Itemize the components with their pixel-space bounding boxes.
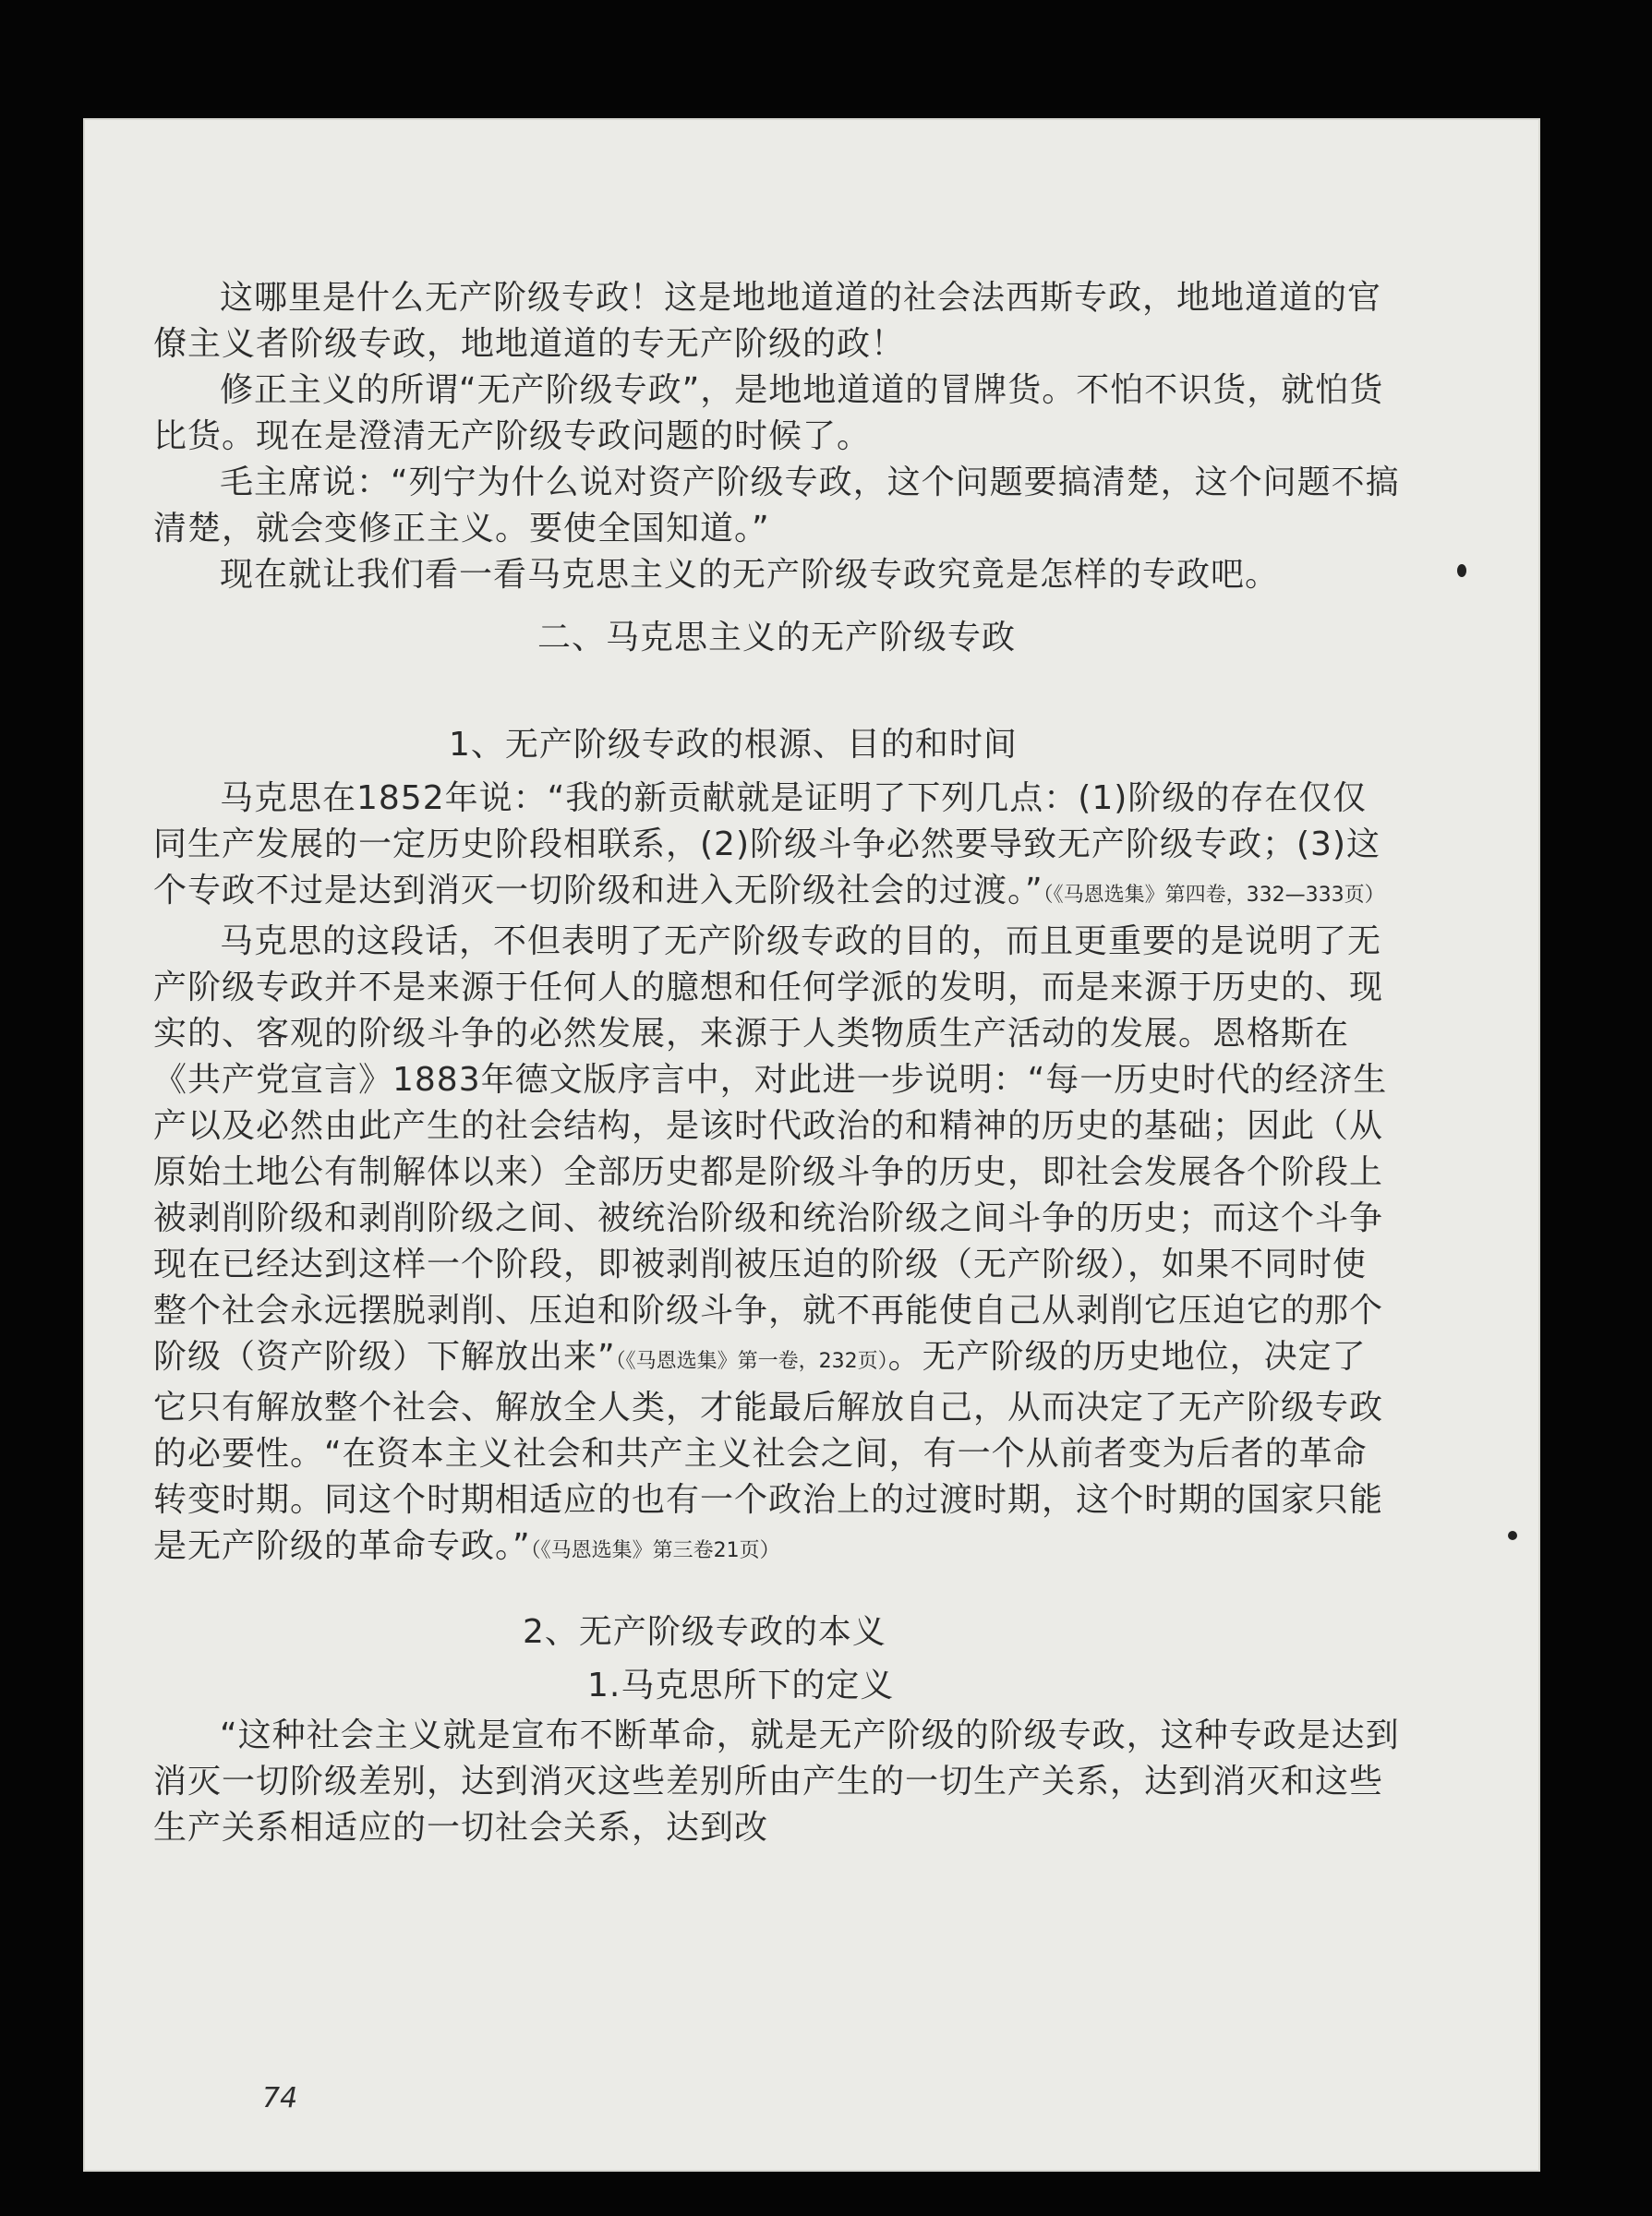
page-number: 74	[262, 2082, 298, 2114]
citation-2: （《马恩选集》第一卷，232页）	[615, 1350, 888, 1373]
paragraph-7: “这种社会主义就是宣布不断革命，就是无产阶级的阶级专政，这种专政是达到消灭一切阶级差别，达到消灭这些差别所由产生的一切生产关系，达到消灭和这些生产关系相适应的一切社会关系，达到改	[153, 1716, 1400, 1847]
spacer	[153, 678, 1400, 722]
spacer	[153, 1574, 1400, 1609]
subsection-2-title: 2、无产阶级专政的本义	[523, 1613, 886, 1651]
corner-mark	[1569, 0, 1652, 13]
ink-speck	[1457, 564, 1466, 577]
section-2-title: 二、马克思主义的无产阶级专政	[537, 619, 1016, 656]
paragraph-4: 现在就让我们看一看马克思主义的无产阶级专政究竟是怎样的专政吧。	[220, 556, 1280, 594]
paragraph-2: 修正主义的所谓“无产阶级专政”，是地地道道的冒牌货。不怕不识货，就怕货比货。现在是澄清无产阶级专政问题的时候了。	[153, 371, 1384, 455]
subsection-2-1-title: 1.马克思所下的定义	[587, 1667, 895, 1704]
paragraph-1: 这哪里是什么无产阶级专政！这是地地道道的社会法西斯专政，地地道道的官僚主义者阶级专政，地地道道的专无产阶级的政！	[153, 279, 1382, 363]
paragraph-6-text-a: 马克思的这段话，不但表明了无产阶级专政的目的，而且更重要的是说明了无产阶级专政并不是来源于任何人的臆想和任何学派的发明，而是来源于历史的、现实的、客观的阶级斗争的必然发展，来源于人类物质生产活动的发展。恩格斯在《共产党宣言》1883年德文版序言中，对此进一步说明：“每一历史时代的经济生产以及必然由此产生的社会结构，是该时代政治的和精神的历史的基础；因此（从原始土地公有制解体以来）全部历史都是阶级斗争的历史，即社会发展各个阶段上被剥削阶级和剥削阶级之间、被统治阶级和统治阶级之间斗争的历史；而这个斗争现在已经达到这样一个阶段，即被剥削被压迫的阶级（无产阶级），如果不同时使整个社会永远摆脱剥削、压迫和阶级斗争，就不再能使自己从剥削它压迫它的那个阶级（资产阶级）下解放出来”	[153, 922, 1388, 1376]
paper-sheet	[83, 118, 1540, 2172]
paragraph-5	[153, 776, 1400, 919]
subsection-1-title: 1、无产阶级专政的根源、目的和时间	[449, 726, 1018, 764]
citation-3: （《马恩选集》第三卷21页）	[530, 1539, 780, 1562]
citation-1: （《马恩选集》第四卷，332—333页）	[1043, 884, 1385, 907]
document-body	[153, 275, 1400, 1851]
ink-speck	[1508, 1531, 1517, 1540]
paragraph-6-text-b: 。无产阶级的历史地位，决定了它只有解放整个社会、解放全人类，才能最后解放自己，从而决定了无产阶级专政的必要性。“在资本主义社会和共产主义社会之间，有一个从前者变为后者的革命转变时期。同这个时期相适应的也有一个政治上的过渡时期，这个时期的国家只能是无产阶级的革命专政。”	[153, 1338, 1384, 1565]
paragraph-6	[153, 919, 1400, 1574]
paragraph-3: 毛主席说：“列宁为什么说对资产阶级专政，这个问题要搞清楚，这个问题不搞清楚，就会变修正主义。要使全国知道。”	[153, 464, 1400, 548]
paragraph-5-text: 马克思在1852年说：“我的新贡献就是证明了下列几点：(1)阶级的存在仅仅同生产发展的一定历史阶段相联系，(2)阶级斗争必然要导致无产阶级专政；(3)这个专政不过是达到消灭一切阶级和进入无阶级社会的过渡。”	[153, 779, 1381, 909]
